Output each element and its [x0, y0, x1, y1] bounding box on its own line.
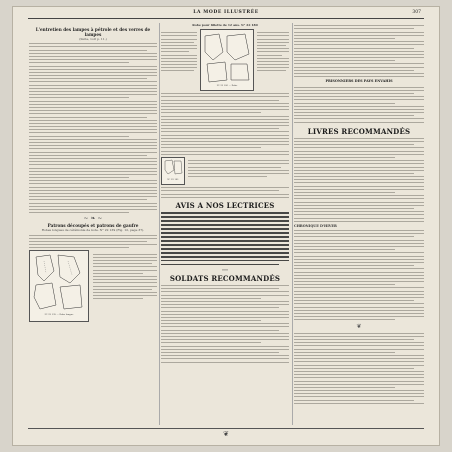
footer-rule — [28, 428, 424, 429]
ornament-small: ❦ — [356, 322, 362, 330]
footer-ornament: ❦ — [223, 430, 229, 438]
column-separator — [292, 23, 293, 425]
column-separator — [159, 23, 160, 425]
soldiers-list — [161, 285, 289, 363]
article-title: L'entretien des lampes à pétrole et des verres de lampes — [35, 27, 151, 37]
pattern-body — [29, 235, 157, 249]
figure-caption: N° 22 139 — Robe longue — [44, 313, 74, 317]
pattern-section-subtitle: Robes longues de cérémonie de note. N° 22 139 (Fig. 12, page 37). — [41, 228, 145, 233]
prisoners-heading: PRISONNIERS DES PAYS ENVAHIS — [325, 79, 393, 84]
chronique-heading: CHRONIQUE D'HIVER — [294, 223, 337, 228]
page-number: 307 — [412, 10, 421, 15]
column-right — [294, 23, 424, 425]
soldiers-heading: SOLDATS RECOMMANDÉS — [169, 273, 281, 283]
article-body-middle — [161, 93, 289, 155]
page-header — [13, 10, 439, 19]
notice-heading: AVIS A NOS LECTRICES — [175, 200, 275, 210]
soldiers-list-continued — [294, 25, 424, 77]
prisoners-list — [294, 87, 424, 123]
pattern-diagram-small — [161, 157, 185, 185]
column-middle — [161, 23, 289, 425]
header-rule — [28, 18, 424, 19]
pattern-top-title: Robe pour fillette de 12 ans. N° 22 180 — [192, 23, 258, 27]
books-heading: LIVRES RECOMMANDÉS — [307, 126, 411, 136]
article-body — [29, 43, 157, 213]
article-byline: (Suite, voir p. 11.) — [79, 37, 107, 41]
figure-caption-top: N° 22 180 — Robe — [216, 84, 238, 87]
chronique-body-2 — [294, 333, 424, 404]
ornament-divider: ~ ❧ ~ — [83, 215, 103, 223]
page-footer — [28, 428, 424, 442]
pattern-section-title: Patrons découpés et patrons de gaufre — [47, 223, 139, 229]
pattern-top-side-text — [257, 30, 289, 91]
figure-caption-small: N° 22 181 — [167, 177, 179, 181]
books-body — [294, 138, 424, 222]
pattern-top-text — [161, 30, 197, 91]
pattern-diagram — [29, 250, 89, 322]
article-body-middle-2 — [161, 187, 289, 198]
notice-divider: *** — [222, 267, 228, 273]
notice-body — [161, 212, 289, 265]
pattern-small-text — [188, 158, 289, 185]
pattern-diagram-top — [200, 29, 254, 91]
column-left — [29, 23, 157, 425]
newspaper-page — [12, 6, 440, 446]
pattern-notes — [93, 251, 157, 322]
masthead-title: LA MODE ILLUSTRÉE — [193, 10, 259, 15]
chronique-body — [294, 230, 424, 320]
